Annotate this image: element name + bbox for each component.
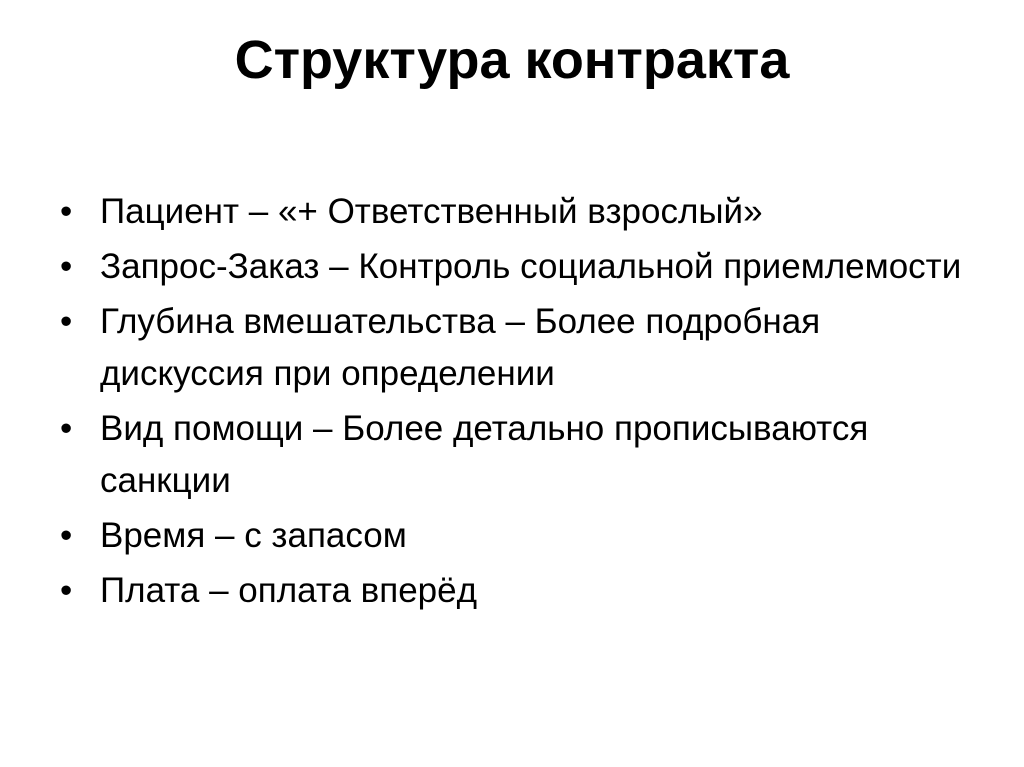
slide-title: Структура контракта [234,30,790,90]
bullet-text: Запрос-Заказ – Контроль социальной приемлемости [100,247,962,286]
bullet-icon: • [60,516,73,555]
bullet-icon: • [60,302,73,341]
bullet-item-time [60,510,990,562]
bullet-item-request [60,241,990,293]
bullet-icon: • [60,192,73,231]
bullet-icon: • [60,409,73,448]
bullet-icon: • [60,247,73,286]
bullet-item-payment [60,565,990,617]
bullet-text: Глубина вмешательства – Более подробная дискуссия при определении [100,302,821,393]
bullet-text: Плата – оплата вперёд [100,571,478,610]
bullet-text: Вид помощи – Более детально прописываются санкции [100,409,869,500]
bullet-icon: • [60,571,73,610]
bullet-item-patient [60,186,990,238]
bullet-item-help-type [60,403,990,507]
bullet-text: Пациент – «+ Ответственный взрослый» [100,192,763,231]
bullet-text: Время – с запасом [100,516,407,555]
bullet-item-depth [60,296,990,400]
bullet-list [60,186,990,620]
